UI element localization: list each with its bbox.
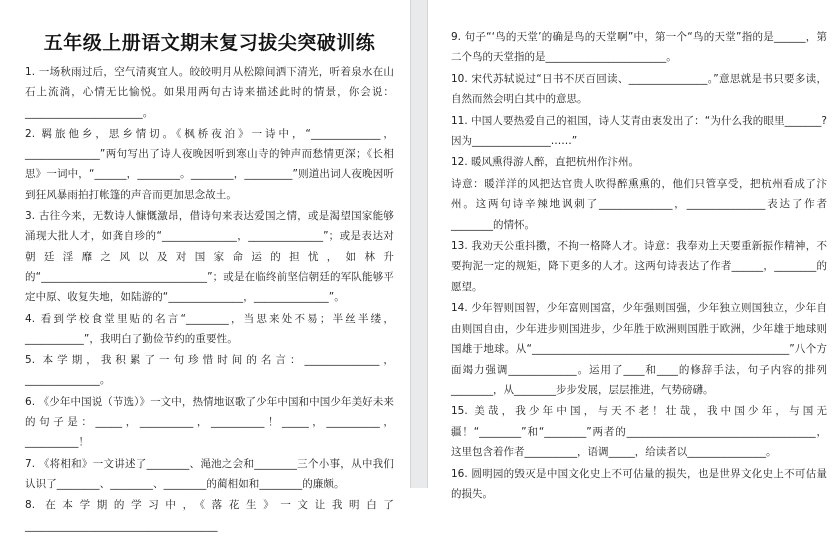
question-15: 15. 美哉，我少年中国，与天不老！壮哉，我中国少年，与国无疆！“________”和“________”两者的____________________________________，这里包含着作者__________，语调_____，给读者以_______________。 xyxy=(451,405,827,459)
page-title: 五年级上册语文期末复习拔尖突破训练 xyxy=(43,32,376,54)
question-13: 13. 我劝天公重抖擞，不拘一格降人才。诗意：我奉劝上天要重新振作精神，不要拘泥一定的规矩，降下更多的人才。这两句诗表达了作者______，________的愿望。 xyxy=(451,240,827,293)
question-list-left xyxy=(25,62,394,536)
question-6: 6. 《少年中国说（节选）》一文中，热情地讴歌了少年中国和中国少年美好未来的句子是：_____，__________，__________！_____，__________，__________！ xyxy=(25,395,394,449)
question-8: 8. 在本学期的学习中，《落花生》一文让我明白了____________________________________ xyxy=(25,499,394,532)
worksheet-page-right xyxy=(428,0,835,500)
question-14: 14. 少年智则国智，少年富则国富，少年强则国强，少年独立则国独立，少年自由则国自由，少年进步则国进步，少年胜于欧洲则国胜于欧洲，少年雄于地球则国雄于地球。从“_________________________________________________”八个方面竭力强调_____________。运用了____和____的修辞手法，句子内容的排列________，从________步步发展，层层推进，气势磅礴。 xyxy=(451,302,827,396)
question-12-poem-meaning: 诗意：暖洋洋的风把达官贵人吹得醉熏熏的，他们只管享受，把杭州看成了汴州。这两句诗辛辣地讽刺了______________，_______________表达了作者________的情怀。 xyxy=(451,177,827,231)
question-10: 10. 宋代苏轼说过“日书不厌百回读、_______________。”意思就是书只要多读，自然而然会明白其中的意思。 xyxy=(451,72,827,106)
worksheet-page-left xyxy=(0,0,410,532)
question-11: 11. 中国人要热爱自己的祖国，诗人艾青由衷发出了：“为什么我的眼里_______?因为_______________……” xyxy=(451,114,827,148)
question-2: 2. 羁旅他乡，思乡情切。《枫桥夜泊》一诗中，“_____________，______________”两句写出了诗人夜晚因听到寒山寺的钟声而愁情更深；《长相思》一词中，“______，________。________，_________”则道出词人夜晚因听到狂风暴雨拍打帐篷的声音而更加思念故土。 xyxy=(25,127,394,201)
question-4: 4. 看到学校食堂里贴的名言“________，当思来处不易；半丝半缕，___________”，我明白了勤俭节约的重要性。 xyxy=(25,312,394,345)
question-7: 7. 《将相和》一文讲述了________、渑池之会和________三个小事，从中我们认识了________、________、________的蔺相如和________的廉颇。 xyxy=(25,457,394,490)
question-3: 3. 古往今来，无数诗人慷慨激昂，借诗句来表达爱国之情，或是渴望国家能够涌现大批人才，如龚自珍的“______________，______________”；或是表达对朝廷淫靡之风以及对国家命运的担忧，如林升的“_______________________________”；或是在临终前坚信朝廷的军队能够平定中原、收复失地，如陆游的“______________，______________”。 xyxy=(25,210,394,304)
question-5: 5. 本学期，我积累了一句珍惜时间的名言：______________，______________。 xyxy=(25,354,394,387)
page-gutter xyxy=(410,0,428,488)
question-list-right xyxy=(451,0,827,504)
question-9: 9. 句子“‘鸟的天堂’的确是鸟的天堂啊”中，第一个“鸟的天堂”指的是______，第二个鸟的天堂指的是_______________________。 xyxy=(451,31,827,64)
question-1: 1. 一场秋雨过后，空气清爽宜人。皎皎明月从松隙间洒下清光，听着泉水在山石上流淌，心情无比愉悦。如果用两句古诗来描述此时的情景，你会说：______________________。 xyxy=(25,66,394,119)
question-16: 16. 圆明园的毁灭是中国文化史上不可估量的损失，也是世界文化史上不可估量的损失。 xyxy=(451,467,827,500)
question-12: 12. 暖风熏得游人醉，直把杭州作汴州。 xyxy=(451,156,640,169)
